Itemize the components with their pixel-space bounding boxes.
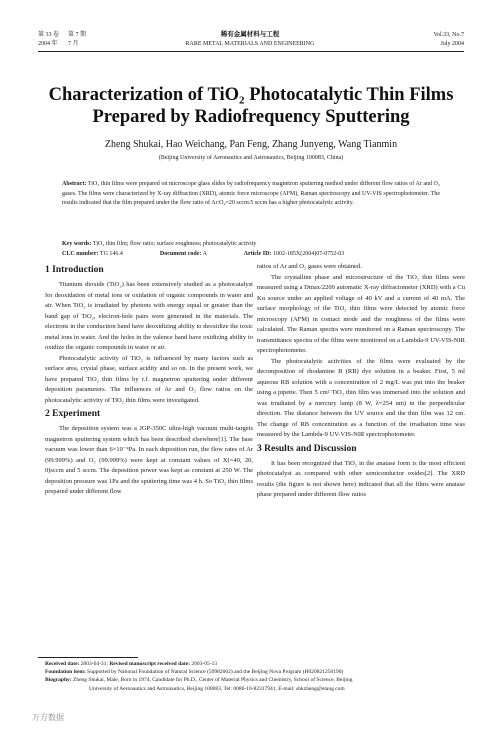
received-date: 2003-04-31; bbox=[80, 661, 108, 667]
journal-name-cn: 稀有金属材料与工程 bbox=[220, 31, 280, 38]
abstract-label: Abstract: bbox=[62, 181, 87, 187]
section-heading-results: 3 Results and Discussion bbox=[257, 443, 357, 454]
journal-name-en: RARE METAL MATERIALS AND ENGINEERING bbox=[185, 40, 315, 47]
article-id-value: 1002-185X(2004)07-0752-03 bbox=[272, 250, 345, 257]
body-column-left bbox=[45, 262, 253, 498]
abstract bbox=[62, 180, 440, 209]
received-dates bbox=[45, 660, 462, 668]
volume-cn: 第 33 卷 bbox=[38, 32, 60, 38]
article-id-label: Article ID: bbox=[243, 250, 272, 257]
footnotes bbox=[45, 660, 462, 693]
foundation-label: Foundation item: bbox=[45, 669, 86, 676]
experiment-paragraph-2: The crystalline phase and microstructure of the TiO₂ thin films were measured using a Dmax/2200 automatic X-ray diffractometer (XRD) with a Cu Kα source under an applied voltage of 40 kV and a current of 40 mA. The surface morphology of the TiO₂ thin films were detected by atomic force microscopy (AFM) in contact mode and the roughness of the films were calculated. The Raman spectra were monitored on a Raman spectroscopy. The transmittance spectra of the films were monitored on a Lambda-9 UV-VIS-NIR spectrophotometer. bbox=[257, 273, 465, 354]
year-cn: 2004 年 bbox=[38, 40, 58, 47]
revised-label: Revised manuscript received date: bbox=[109, 661, 191, 667]
experiment-paragraph-continued: ratios of Ar and O₂ gases were obtained. bbox=[257, 263, 362, 270]
section-heading-introduction: 1 Introduction bbox=[45, 265, 104, 275]
watermark: 万方数据 bbox=[32, 713, 64, 722]
introduction-paragraph-1: Titanium dioxide (TiO₂) has been extensively studied as a photocatalyst for deoxidation of metal ions or oxidation of organic compounds in water and air. When TiO₂ is irradiated by photons with energy equal or greater than the band gap of TiO₂, electron-hole pairs were generated in the materials. The electrons in the conduction band have deoxidizing ability to deoxidize the toxic metal ions in water. And the holes in the valence band have oxidizing ability to oxidize the organic compounds in water or air. bbox=[45, 281, 253, 351]
paper-title bbox=[30, 84, 472, 128]
title-line-2: Prepared by Radiofrequency Sputtering bbox=[92, 107, 410, 127]
month-cn: 7 月 bbox=[68, 40, 79, 47]
foundation-text: Supported by National Foundation of Natural Science (59982002) and the Beijing Nova Program (H020821250190) bbox=[87, 669, 344, 676]
keywords-label: Key words: bbox=[62, 241, 92, 247]
foundation-item bbox=[45, 668, 462, 676]
classification-row bbox=[62, 250, 440, 260]
date-en: July 2004 bbox=[440, 40, 464, 47]
affiliation: (Beijing University of Aeronautics and Astronautics, Beijing 100083, China) bbox=[158, 155, 344, 161]
footnote-rule bbox=[38, 657, 138, 658]
experiment-paragraph-1: The deposition system was a JGP-350C ultra-high vacuum multi-targets magnetron sputtering system which has been described elsewhere[1]. The base vacuum was lower than 6×10⁻⁴Pa. In each deposition run, the flow rates of Ar (99.999%) and O₂ (99.999%) were kept at constant values of X(=40, 20, 0)sccm and 5 sccm. The deposition power was kept as constant at 250 W. The deposition pressure was 1Pa and the sputtering time was 4 h. So TiO₂ thin films prepared under different flow bbox=[45, 425, 253, 495]
revised-date: 2003-05-13 bbox=[191, 661, 218, 667]
section-heading-experiment: 2 Experiment bbox=[45, 409, 101, 419]
title-line-1: Characterization of TiO₂ Photocatalytic Thin Films bbox=[48, 85, 454, 105]
running-header-left bbox=[38, 31, 86, 48]
running-header-right bbox=[433, 31, 464, 48]
article-meta bbox=[62, 240, 440, 259]
doc-code-value: A bbox=[202, 250, 207, 257]
experiment-paragraph-3: The photocatalytic activities of the films were evaluated by the decomposition of rhodamine B (RB) dye solution in a beaker. First, 5 ml aqueous RB solution with a concentration of 2 mg/L was put into the beaker using a pipette. Then 5 cm² TiO₂ thin film was immersed into the solution and was irradiated by a mercury lamp (8 W, λ=254 nm) in the perpendicular direction. The distance between the UV source and the thin film was 12 cm. The change of RB concentration as a function of the irradiation time was measured by the Lambda-9 UV-VIS-NIR spectrophotometer. bbox=[257, 357, 465, 438]
keywords-row bbox=[62, 240, 440, 250]
received-label: Received date: bbox=[45, 661, 80, 667]
body-column-right bbox=[257, 262, 465, 501]
biography-continued: University of Aeronautics and Astronautics, Beijing 100083, Tel: 0086-10-82317941, E-mail: shkzheng@etang.com bbox=[89, 685, 345, 692]
author-list: Zheng Shukai, Hao Weichang, Pan Feng, Zhang Junyeng, Wang Tianmin bbox=[104, 139, 398, 150]
biography-label: Biography: bbox=[45, 677, 72, 684]
issue-cn: 第 7 期 bbox=[68, 32, 87, 38]
volume-en: Vol.33, No.7 bbox=[433, 32, 464, 38]
running-header-journal bbox=[150, 31, 350, 48]
clc-label: CLC number: bbox=[62, 250, 99, 257]
biography bbox=[45, 676, 462, 684]
results-paragraph-1: It has been recognized that TiO₂ in the anatase form is the most efficient photocatalyst as compared with other semiconductor oxides[2]. The XRD results (the figure is not shown here) indicated that all the films were anatase phase prepared under different flow ratios bbox=[257, 459, 465, 498]
abstract-text: TiO₂ thin films were prepared on microscope glass slides by radiofrequency magnetron sputtering method under different flow ratios of Ar and O₂ gases. The films were characterized by X-ray diffraction (XRD), atomic force microscope (AFM), Raman spectroscopy and UV-VIS spectrophotometer. The results indicated that the film prepared under the flow ratio of Ar:O₂=20 sccm:5 sccm has a higher photocatalytic activity. bbox=[62, 181, 440, 207]
header-rule bbox=[38, 51, 464, 52]
keywords-text: TiO₂ thin film; flow ratio; surface roughness; photocatalytic activity bbox=[92, 241, 257, 247]
doc-code-label: Document code: bbox=[159, 250, 202, 257]
introduction-paragraph-2: Photocatalytic activity of TiO₂ is influenced by many factors such as surface area, crystal phase, surface acidity and so on. In the present work, we have prepared TiO₂ thin films by r.f. magnetron sputtering under different deposition parameters. The influences of Ar and O₂ flow ratios on the photocatalytic activity of TiO₂ thin films were investigated. bbox=[45, 354, 253, 404]
biography-text: Zheng Shukai, Male, Born in 1974, Candidate for Ph.D., Center of Material Physics and Chemistry, School of Science, Beijing bbox=[72, 677, 353, 684]
clc-value: TG 146.4 bbox=[99, 250, 123, 257]
